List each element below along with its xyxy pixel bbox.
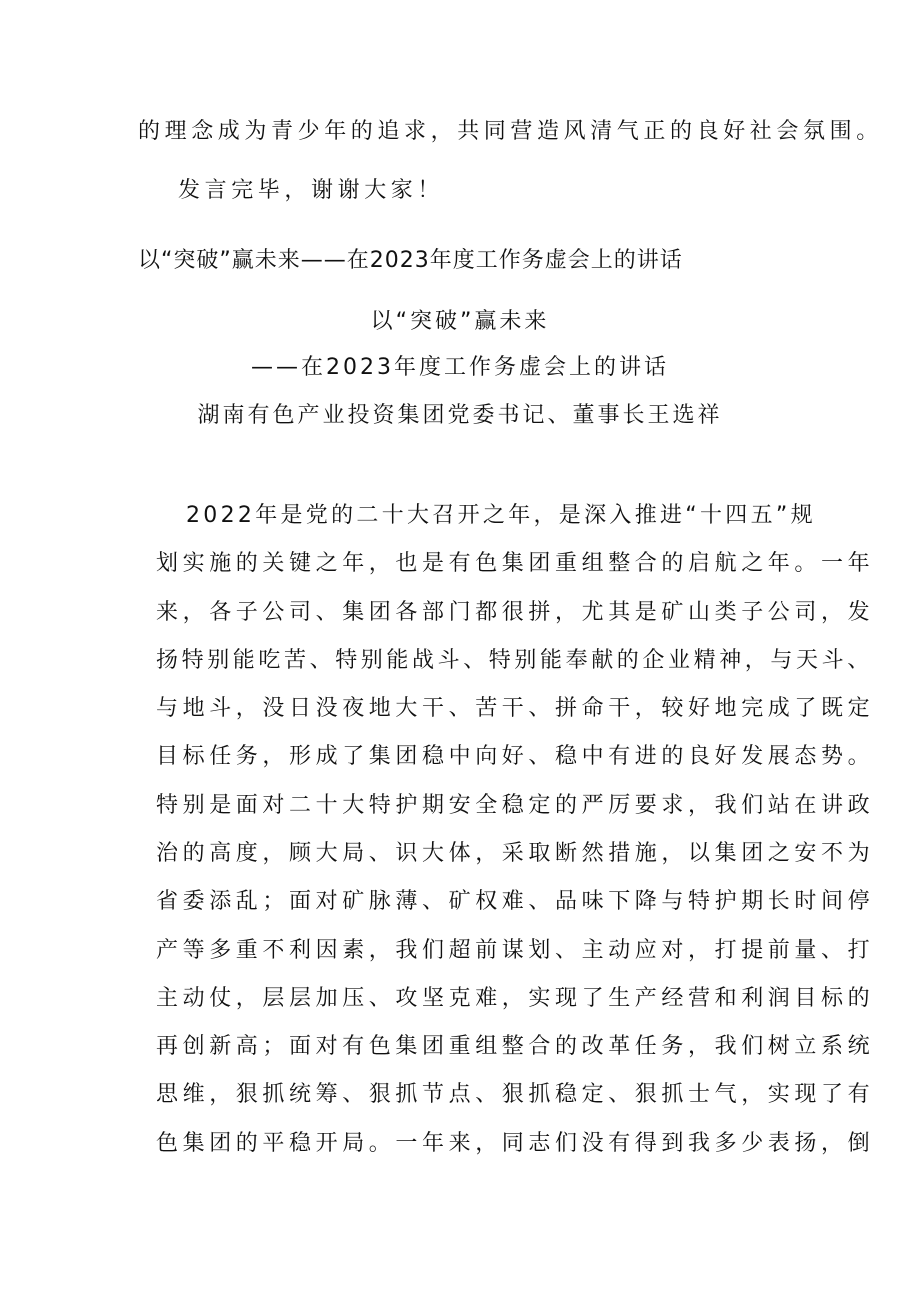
body-line: 与地斗，没日没夜地大干、苦干、拼命干，较好地完成了既定 — [156, 696, 875, 721]
body-line: 治的高度，顾大局、识大体，采取断然措施，以集团之安不为 — [156, 841, 875, 866]
body-line: 特别是面对二十大特护期安全稳定的严厉要求，我们站在讲政 — [156, 793, 875, 818]
body-line: 来，各子公司、集团各部门都很拼，尤其是矿山类子公司，发 — [156, 600, 875, 625]
article-heading: 以“突破”赢未来——在2023年度工作务虚会上的讲话 — [138, 248, 683, 273]
body-line: 思维，狠抓统筹、狠抓节点、狠抓稳定、狠抓士气，实现了有 — [156, 1082, 875, 1107]
article-subtitle: ——在2023年度工作务虚会上的讲话 — [251, 355, 669, 380]
body-line: 色集团的平稳开局。一年来，同志们没有得到我多少表扬，倒 — [156, 1131, 875, 1156]
body-line: 2022年是党的二十大召开之年，是深入推进“十四五”规 — [186, 503, 816, 528]
previous-section-tail-line: 的理念成为青少年的追求，共同营造风清气正的良好社会氛围。 — [138, 119, 883, 144]
body-line: 划实施的关键之年，也是有色集团重组整合的启航之年。一年 — [156, 551, 875, 576]
body-line: 目标任务，形成了集团稳中向好、稳中有进的良好发展态势。 — [156, 744, 875, 769]
body-line: 主动仗，层层加压、攻坚克难，实现了生产经营和利润目标的 — [156, 986, 875, 1011]
body-line: 省委添乱；面对矿脉薄、矿权难、品味下降与特护期长时间停 — [156, 889, 875, 914]
article-author: 湖南有色产业投资集团党委书记、董事长王选祥 — [197, 403, 723, 428]
body-line: 扬特别能吃苦、特别能战斗、特别能奉献的企业精神，与天斗、 — [156, 648, 873, 673]
body-line: 再创新高；面对有色集团重组整合的改革任务，我们树立系统 — [156, 1034, 875, 1059]
article-title: 以“突破”赢未来 — [370, 309, 550, 334]
closing-remark: 发言完毕，谢谢大家！ — [178, 178, 445, 203]
body-line: 产等多重不利因素，我们超前谋划、主动应对，打提前量、打 — [156, 938, 875, 963]
